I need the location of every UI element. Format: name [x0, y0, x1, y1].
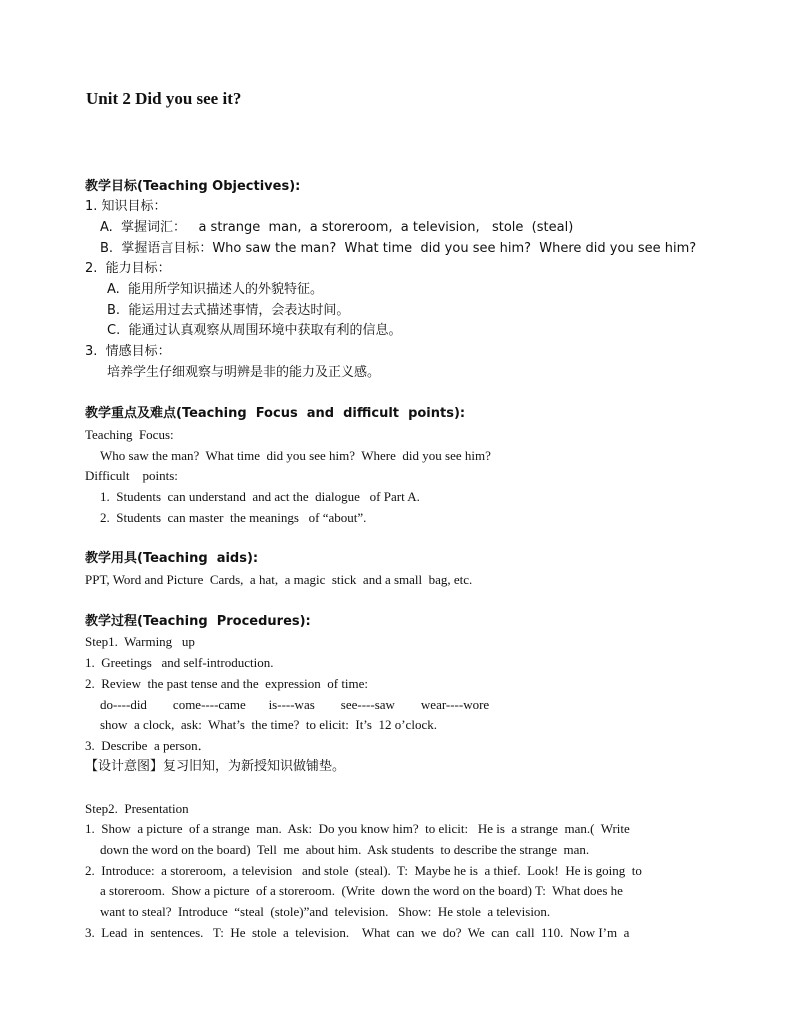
teaching-focus-text: Who saw the man? What time did you see him? Where did you see him? — [100, 448, 491, 463]
step2-item-2-line-1: 2. Introduce: a storeroom, a television and stole (steal). T: Maybe he is a thief. Look! He is going to — [85, 863, 642, 878]
objectives-heading: 教学目标(Teaching Objectives): — [85, 179, 301, 194]
step2-title: Step2. Presentation — [85, 801, 189, 816]
ability-objectives-title: 2. 能力目标： — [85, 261, 171, 276]
aids-heading: 教学用具(Teaching aids): — [85, 551, 259, 566]
ability-objective-b: B. 能运用过去式描述事情，会表达时间。 — [107, 303, 350, 318]
difficult-points-label: Difficult points: — [85, 468, 178, 483]
focus-heading: 教学重点及难点(Teaching Focus and difficult points): — [85, 406, 466, 421]
emotion-objective-text: 培养学生仔细观察与明辨是非的能力及正义感。 — [107, 365, 381, 380]
step1-item-2: 2. Review the past tense and the expression of time: — [85, 676, 369, 691]
ability-objective-c: C. 能通过认真观察从周围环境中获取有利的信息。 — [107, 323, 402, 338]
knowledge-objective-b: B. 掌握语言目标：Who saw the man? What time did you see him? Where did you see him? — [100, 241, 697, 256]
knowledge-objectives-title: 1. 知识目标： — [85, 199, 167, 214]
step1-item-1: 1. Greetings and self-introduction. — [85, 655, 274, 670]
step2-item-3-line-1: 3. Lead in sentences. T: He stole a television. What can we do? We can call 110. Now I’m a — [85, 925, 630, 940]
difficult-point-2: 2. Students can master the meanings of “about”. — [100, 510, 367, 525]
procedures-heading: 教学过程(Teaching Procedures): — [85, 614, 311, 629]
step2-item-2-line-3: want to steal? Introduce “steal (stole)”and television. Show: He stole a television. — [100, 904, 551, 919]
step1-item-3: 3. Describe a person． — [85, 738, 211, 753]
document-title: Unit 2 Did you see it? — [86, 89, 242, 108]
teaching-focus-label: Teaching Focus: — [85, 427, 174, 442]
difficult-point-1: 1. Students can understand and act the dialogue of Part A. — [100, 489, 420, 504]
knowledge-objective-a: A. 掌握词汇： a strange man, a storeroom, a television, stole (steal) — [100, 220, 574, 235]
ability-objective-a: A. 能用所学知识描述人的外貌特征。 — [107, 282, 324, 297]
step1-verb-forms: do----did come----came is----was see----saw wear----wore — [100, 697, 490, 712]
step1-clock-prompt: show a clock, ask: What’s the time? to elicit: It’s 12 o’clock. — [100, 717, 437, 732]
aids-text: PPT, Word and Picture Cards, a hat, a magic stick and a small bag, etc. — [85, 572, 473, 587]
step2-item-1-line-2: down the word on the board) Tell me about him. Ask students to describe the strange man. — [100, 842, 590, 857]
step1-title: Step1. Warming up — [85, 634, 195, 649]
step2-item-1-line-1: 1. Show a picture of a strange man. Ask: Do you know him? to elicit: He is a strange man.( Write — [85, 821, 630, 836]
design-intent-note: 【设计意图】复习旧知，为新授知识做铺垫。 — [85, 759, 346, 774]
emotion-objectives-title: 3. 情感目标： — [85, 344, 171, 359]
step2-item-2-line-2: a storeroom. Show a picture of a storeroom. (Write down the word on the board) T: What does he — [100, 883, 623, 898]
